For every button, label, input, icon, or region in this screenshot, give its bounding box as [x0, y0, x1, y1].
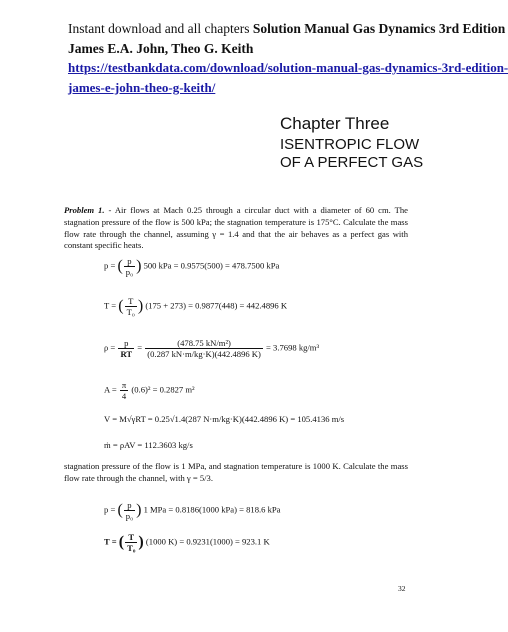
download-header — [68, 20, 505, 37]
problem-text: - Air flows at Mach 0.25 through a circular duct with a diameter of 60 cm. The stagnation pressure of the flow is 500 kPa; the stagnation temperature is 175°C. Calculate the mass flow rate through the channel, assuming γ = 1.4 and that the air behaves as a perfect gas with constant specific heats. — [64, 205, 408, 251]
eq-A-den: 4 — [121, 391, 127, 401]
eq-p-den: p₀ — [125, 267, 134, 277]
eq-rho-equals: = — [137, 342, 143, 353]
eq-rho-den: RT — [120, 349, 133, 359]
header-title: Solution Manual Gas Dynamics 3rd Edition — [252, 21, 506, 36]
equation-pressure: p = ( $\frac{p}{\text{p₀}}$ ) 500 kPa = 0.9575(500) = 478.7500 kPa — [104, 256, 280, 277]
eq-rho-num2: (478.75 kN/m²) — [145, 338, 263, 349]
eq2-p-num: p — [124, 500, 135, 511]
page-number: 32 — [398, 584, 406, 593]
authors: James E.A. John, Theo G. Keith — [68, 41, 254, 56]
eq-rho-ratio — [118, 338, 134, 359]
eq2-p-lhs: p = — [104, 504, 116, 515]
equation-area — [104, 380, 195, 401]
eq2-T-lhs: T = — [104, 536, 117, 547]
eq2-p-rhs: 1 MPa = 0.8186(1000 kPa) = 818.6 kPa — [143, 504, 281, 515]
eq-rho-den2: (0.287 kN·m/kg·K)(442.4896 K) — [147, 349, 261, 359]
header-prefix: Instant download and all chapters — [68, 21, 253, 36]
eq-p-ratio — [124, 256, 135, 277]
eq-rho-num: p — [118, 338, 134, 349]
eq-p-lhs: p = — [104, 260, 116, 271]
eq-rho-lhs: ρ = — [104, 342, 116, 353]
eq-T-num: T — [125, 296, 137, 307]
chapter-title-line2: OF A PERFECT GAS — [280, 154, 424, 171]
problem-statement — [64, 205, 408, 252]
eq-A-num: π — [121, 380, 127, 390]
eq2-T-ratio — [125, 532, 137, 553]
eq-rho-values — [145, 338, 263, 359]
equation-density — [104, 338, 319, 359]
eq-T-rhs: (175 + 273) = 0.9877(448) = 442.4896 K — [145, 300, 288, 311]
eq2-T-den: T₀ — [127, 543, 136, 553]
eq2-T-rhs: (1000 K) = 0.9231(1000) = 923.1 K — [145, 536, 270, 547]
eq2-T-num: T — [125, 532, 137, 543]
eq-T-ratio — [125, 296, 137, 317]
eq-T-den: T₀ — [126, 307, 135, 317]
equation-mass-flow: ṁ = ρAV = 112.3603 kg/s — [104, 440, 193, 450]
eq-A-lhs: A = — [104, 384, 117, 395]
chapter-title-line1: ISENTROPIC FLOW — [280, 136, 420, 153]
eq-T-lhs: T = — [104, 300, 117, 311]
equation-temperature-2: T = ( $\frac{T}{\text{T₀}}$ ) (1000 K) = 0.9231(1000) = 923.1 K — [104, 532, 270, 553]
equation-velocity: V = M√γRT = 0.25√1.4(287 N·m/kg·K)(442.4896 K) = 105.4136 m/s — [104, 414, 345, 424]
eq-rho-rhs: = 3.7698 kg/m³ — [266, 342, 320, 353]
eq-A-rhs: (0.6)² = 0.2827 m² — [131, 384, 195, 395]
eq-p-rhs: 500 kPa = 0.9575(500) = 478.7500 kPa — [143, 260, 280, 271]
part2-statement: stagnation pressure of the flow is 1 MPa, and stagnation temperature is 1000 K. Calculate the mass flow rate through the channel, with γ = 5/3. — [64, 461, 408, 483]
chapter-number: Chapter Three — [280, 114, 390, 133]
equation-temperature: T = ( $\frac{T}{\text{T₀}}$ ) (175 + 273) = 0.9877(448) = 442.4896 K — [104, 296, 288, 317]
eq-A-ratio — [120, 380, 128, 401]
eq2-p-ratio — [124, 500, 135, 521]
download-link-line2[interactable]: james-e-john-theo-g-keith/ — [68, 80, 216, 95]
eq2-p-den: p₀ — [125, 511, 134, 521]
download-link-line1[interactable]: https://testbankdata.com/download/solution-manual-gas-dynamics-3rd-edition- — [68, 60, 508, 75]
problem-label: Problem 1. — [64, 205, 105, 215]
eq-p-num: p — [124, 256, 135, 267]
equation-pressure-2: p = ( $\frac{p}{\text{p₀}}$ ) 1 MPa = 0.8186(1000 kPa) = 818.6 kPa — [104, 500, 281, 521]
